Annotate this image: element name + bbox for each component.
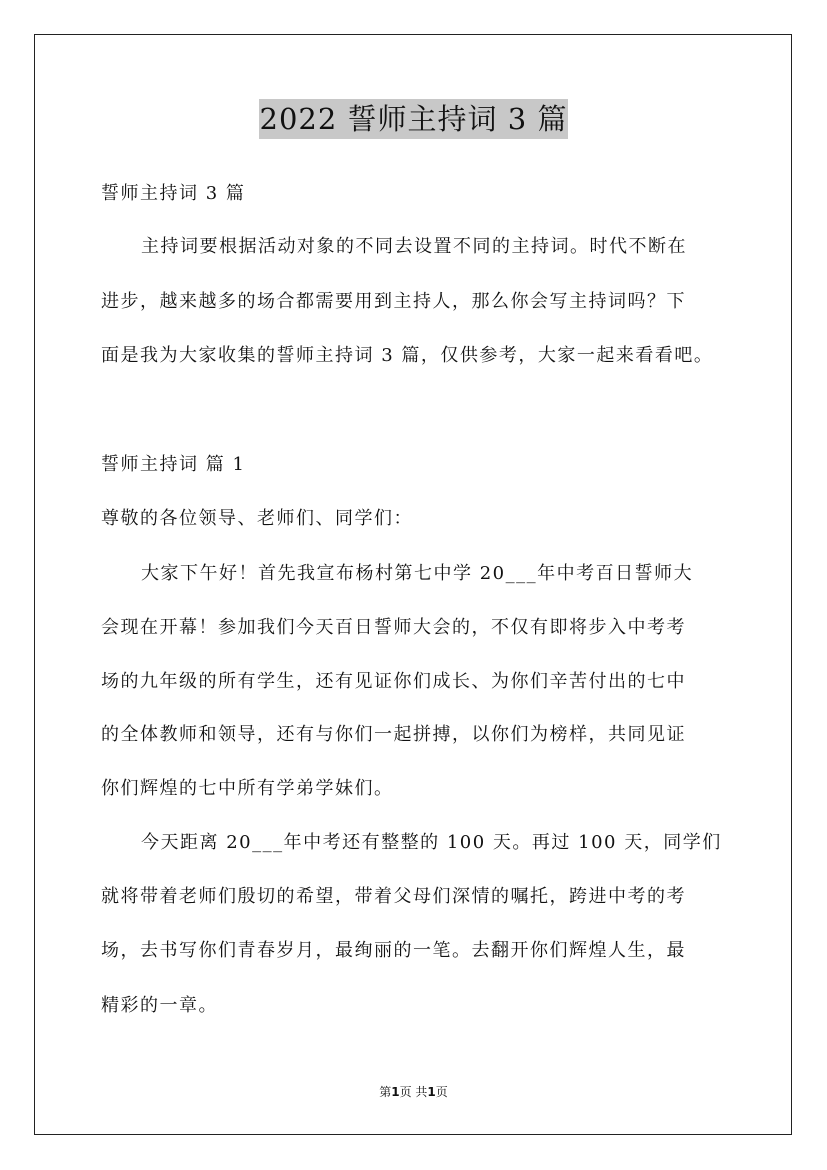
greeting[interactable]: 尊敬的各位领导、老师们、同学们： bbox=[101, 508, 413, 529]
section-heading[interactable]: 誓师主持词 篇 1 bbox=[101, 454, 246, 475]
para2-line-3[interactable]: 场，去书写你们青春岁月，最绚丽的一笔。去翻开你们辉煌人生，最 bbox=[101, 940, 686, 961]
para1-line-3[interactable]: 场的九年级的所有学生，还有见证你们成长、为你们辛苦付出的七中 bbox=[101, 671, 686, 692]
footer-page-prefix: 第 bbox=[379, 1085, 392, 1099]
para1-line-5[interactable]: 你们辉煌的七中所有学弟学妹们。 bbox=[101, 778, 394, 799]
para1-line-4[interactable]: 的全体教师和领导，还有与你们一起拼搏，以你们为榜样，共同见证 bbox=[101, 724, 686, 745]
para1-line-1[interactable]: 大家下午好！首先我宣布杨村第七中学 20___年中考百日誓师大 bbox=[141, 563, 694, 584]
intro-line-1[interactable]: 主持词要根据活动对象的不同去设置不同的主持词。时代不断在 bbox=[141, 236, 687, 257]
subtitle[interactable]: 誓师主持词 3 篇 bbox=[101, 183, 246, 204]
page-footer bbox=[0, 1084, 827, 1100]
para2-line-1[interactable]: 今天距离 20___年中考还有整整的 100 天。再过 100 天，同学们 bbox=[141, 832, 722, 853]
footer-total-number: 1 bbox=[427, 1085, 436, 1099]
para2-line-2[interactable]: 就将带着老师们殷切的希望，带着父母们深情的嘱托，跨进中考的考 bbox=[101, 886, 686, 907]
footer-page-number: 1 bbox=[391, 1085, 400, 1099]
document-title-wrap bbox=[0, 99, 827, 139]
intro-line-2[interactable]: 进步，越来越多的场合都需要用到主持人，那么你会写主持词吗？下 bbox=[101, 291, 686, 312]
document-title[interactable]: 2022 誓师主持词 3 篇 bbox=[259, 99, 569, 139]
para2-line-4[interactable]: 精彩的一章。 bbox=[101, 995, 218, 1016]
intro-line-3[interactable]: 面是我为大家收集的誓师主持词 3 篇，仅供参考，大家一起来看看吧。 bbox=[101, 345, 714, 366]
para1-line-2[interactable]: 会现在开幕！参加我们今天百日誓师大会的，不仅有即将步入中考考 bbox=[101, 617, 686, 638]
footer-total-suffix: 页 bbox=[435, 1085, 448, 1099]
footer-page-suffix: 页 共 bbox=[399, 1085, 428, 1099]
